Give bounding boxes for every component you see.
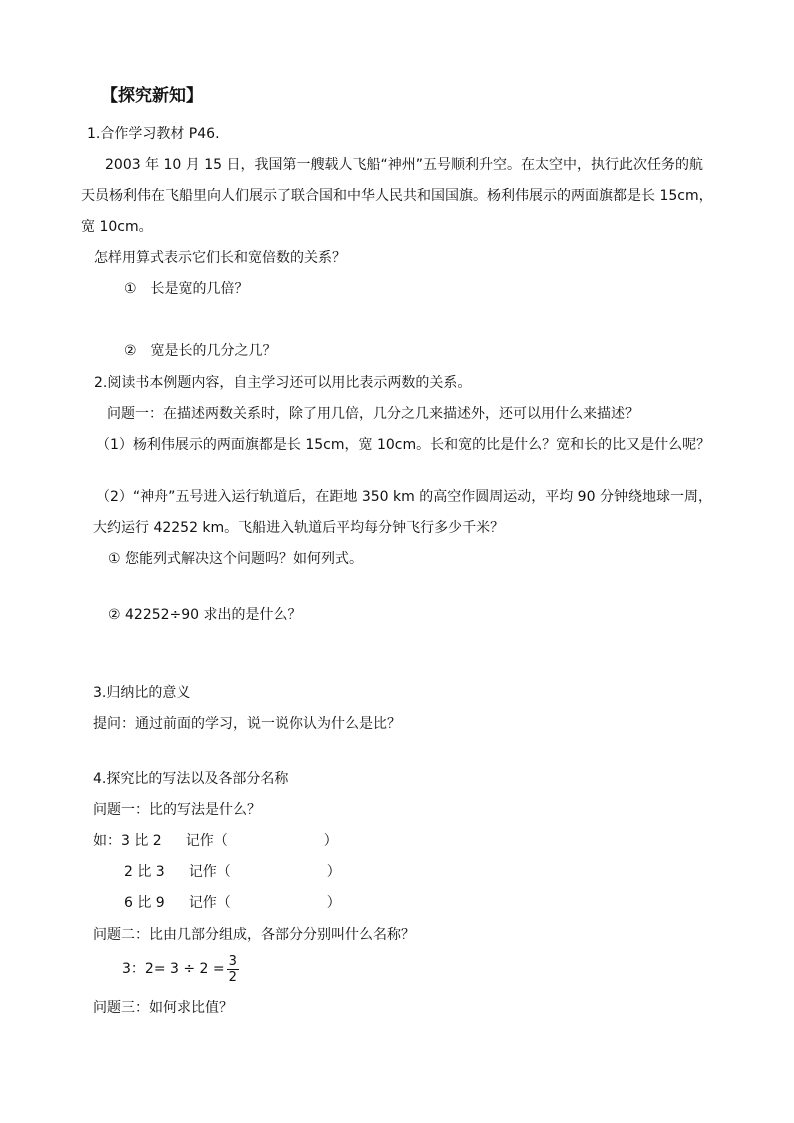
example-label: 记作（ (188, 864, 231, 880)
s1-paragraph-line3: 宽 10cm。 (81, 219, 153, 235)
s1-paragraph-line2: 天员杨利伟在飞船里向人们展示了联合国和中华人民共和国国旗。杨利伟展示的两面旗都是长 15cm， (81, 188, 713, 204)
s4-heading: 4.探究比的写法以及各部分名称 (93, 771, 289, 787)
example-row (124, 893, 341, 913)
example-ratio: 2 比 3 (124, 864, 165, 880)
s3-prompt: 提问：通过前面的学习，说一说你认为什么是比？ (93, 716, 401, 732)
example-row (124, 862, 341, 882)
formula-fraction (227, 954, 239, 985)
example-label: 记作（ (185, 833, 228, 849)
s2-heading: 2.阅读书本例题内容，自主学习还可以用比表示两数的关系。 (94, 375, 472, 391)
s1-heading: 1.合作学习教材 P46. (87, 126, 220, 142)
s4-problem-3: 问题三：如何求比值？ (93, 1000, 233, 1016)
ratio-formula (122, 952, 239, 986)
s1-paragraph-line1: 2003 年 10 月 15 日，我国第一艘载人飞船“神州”五号顺利升空。在太空中，执行此次任务的航 (105, 157, 704, 173)
fraction-numerator: 3 (228, 953, 237, 969)
example-label: 记作（ (188, 895, 231, 911)
s4-problem-2: 问题二：比由几部分组成，各部分分别叫什么名称？ (93, 927, 415, 943)
s2-problem-1: 问题一：在描述两数关系时，除了用几倍，几分之几来描述外，还可以用什么来描述？ (107, 406, 639, 422)
s1-question-1: ① 长是宽的几倍？ (124, 281, 249, 297)
s3-heading: 3.归纳比的意义 (93, 685, 191, 701)
s2-item-2-line1: （2）“神舟”五号进入运行轨道后，在距地 350 km 的高空作圆周运动，平均 90 分钟绕地球一周， (96, 489, 712, 505)
s1-question-2: ② 宽是长的几分之几？ (124, 343, 277, 359)
fraction-denominator: 2 (228, 969, 237, 985)
example-ratio: 3 比 2 (121, 833, 162, 849)
s1-question: 怎样用算式表示它们长和宽倍数的关系？ (94, 250, 346, 266)
s2-sub-2: ② 42252÷90 求出的是什么？ (108, 607, 302, 623)
example-prefix: 如： (93, 833, 121, 849)
example-close: ） (326, 864, 341, 880)
example-close: ） (323, 833, 338, 849)
formula-text: 3：2= 3 ÷ 2 = (122, 961, 225, 977)
s2-sub-1: ① 您能列式解决这个问题吗？如何列式。 (108, 551, 363, 567)
s2-item-1: （1）杨利伟展示的两面旗都是长 15cm，宽 10cm。长和宽的比是什么？宽和长的比又是什么呢？ (96, 437, 711, 453)
s2-item-2-line2: 大约运行 42252 km。飞船进入轨道后平均每分钟飞行多少千米？ (93, 520, 505, 536)
s4-problem-1: 问题一：比的写法是什么？ (93, 802, 261, 818)
section-title: 【探究新知】 (101, 86, 203, 106)
example-close: ） (326, 895, 341, 911)
example-row (93, 831, 338, 851)
example-ratio: 6 比 9 (124, 895, 165, 911)
